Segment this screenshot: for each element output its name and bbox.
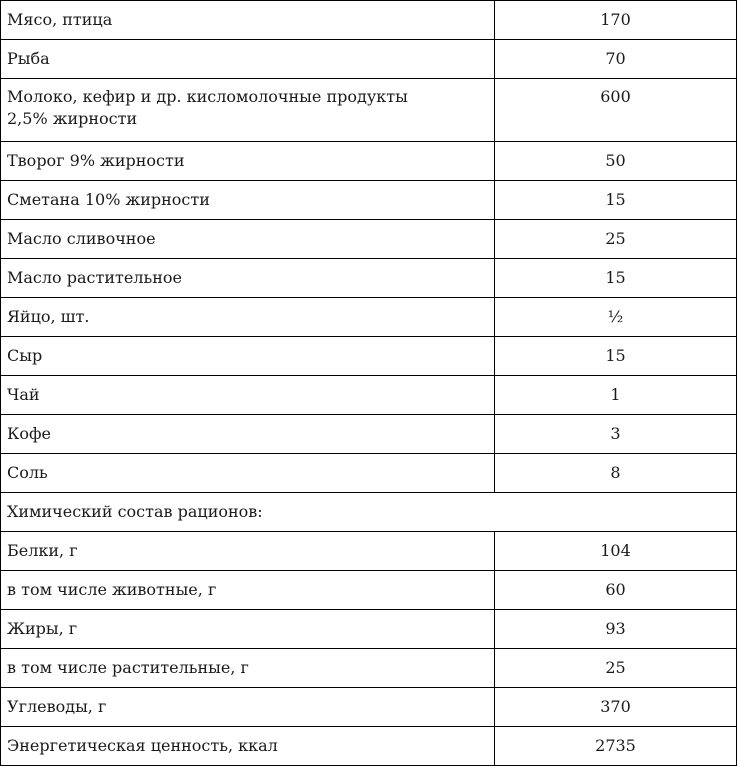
table-row	[1, 142, 737, 181]
table-row	[1, 79, 737, 142]
product-name: Сыр	[1, 337, 495, 376]
section-heading-row	[1, 493, 737, 532]
nutrient-name: Углеводы, г	[1, 688, 495, 727]
product-amount: ½	[495, 298, 737, 337]
product-name: Яйцо, шт.	[1, 298, 495, 337]
product-name-line-2: 2,5% жирности	[7, 109, 138, 128]
nutrient-value: 370	[495, 688, 737, 727]
nutrient-value: 104	[495, 532, 737, 571]
table-row	[1, 259, 737, 298]
product-amount: 3	[495, 415, 737, 454]
nutrient-name: в том числе растительные, г	[1, 649, 495, 688]
product-amount: 15	[495, 259, 737, 298]
table-row	[1, 40, 737, 79]
table-row	[1, 610, 737, 649]
table-row	[1, 727, 737, 766]
nutrient-value: 2735	[495, 727, 737, 766]
nutrient-name: Белки, г	[1, 532, 495, 571]
nutrient-value: 60	[495, 571, 737, 610]
nutrient-name: в том числе животные, г	[1, 571, 495, 610]
table-row	[1, 688, 737, 727]
product-amount: 50	[495, 142, 737, 181]
product-name: Творог 9% жирности	[1, 142, 495, 181]
product-name-line-1: Молоко, кефир и др. кисломолочные продукты	[7, 87, 408, 106]
table-row	[1, 181, 737, 220]
table-row	[1, 220, 737, 259]
product-name: Мясо, птица	[1, 1, 495, 40]
nutrient-name: Жиры, г	[1, 610, 495, 649]
product-name: Рыба	[1, 40, 495, 79]
product-name: Кофе	[1, 415, 495, 454]
table-row	[1, 298, 737, 337]
product-amount: 170	[495, 1, 737, 40]
table-row	[1, 376, 737, 415]
product-name: Сметана 10% жирности	[1, 181, 495, 220]
product-name	[1, 79, 495, 142]
table-row	[1, 649, 737, 688]
product-name: Соль	[1, 454, 495, 493]
table-row	[1, 454, 737, 493]
table-row	[1, 571, 737, 610]
table-row	[1, 1, 737, 40]
product-amount: 25	[495, 220, 737, 259]
table-row	[1, 337, 737, 376]
product-amount: 15	[495, 337, 737, 376]
composition-heading: Химический состав рационов:	[1, 493, 737, 532]
table-row	[1, 532, 737, 571]
nutrient-name: Энергетическая ценность, ккал	[1, 727, 495, 766]
product-name: Чай	[1, 376, 495, 415]
product-name: Масло растительное	[1, 259, 495, 298]
nutrient-value: 25	[495, 649, 737, 688]
nutrient-value: 93	[495, 610, 737, 649]
product-amount: 1	[495, 376, 737, 415]
table-row	[1, 415, 737, 454]
product-amount: 70	[495, 40, 737, 79]
product-amount: 600	[495, 79, 737, 142]
product-name: Масло сливочное	[1, 220, 495, 259]
product-amount: 8	[495, 454, 737, 493]
product-amount: 15	[495, 181, 737, 220]
